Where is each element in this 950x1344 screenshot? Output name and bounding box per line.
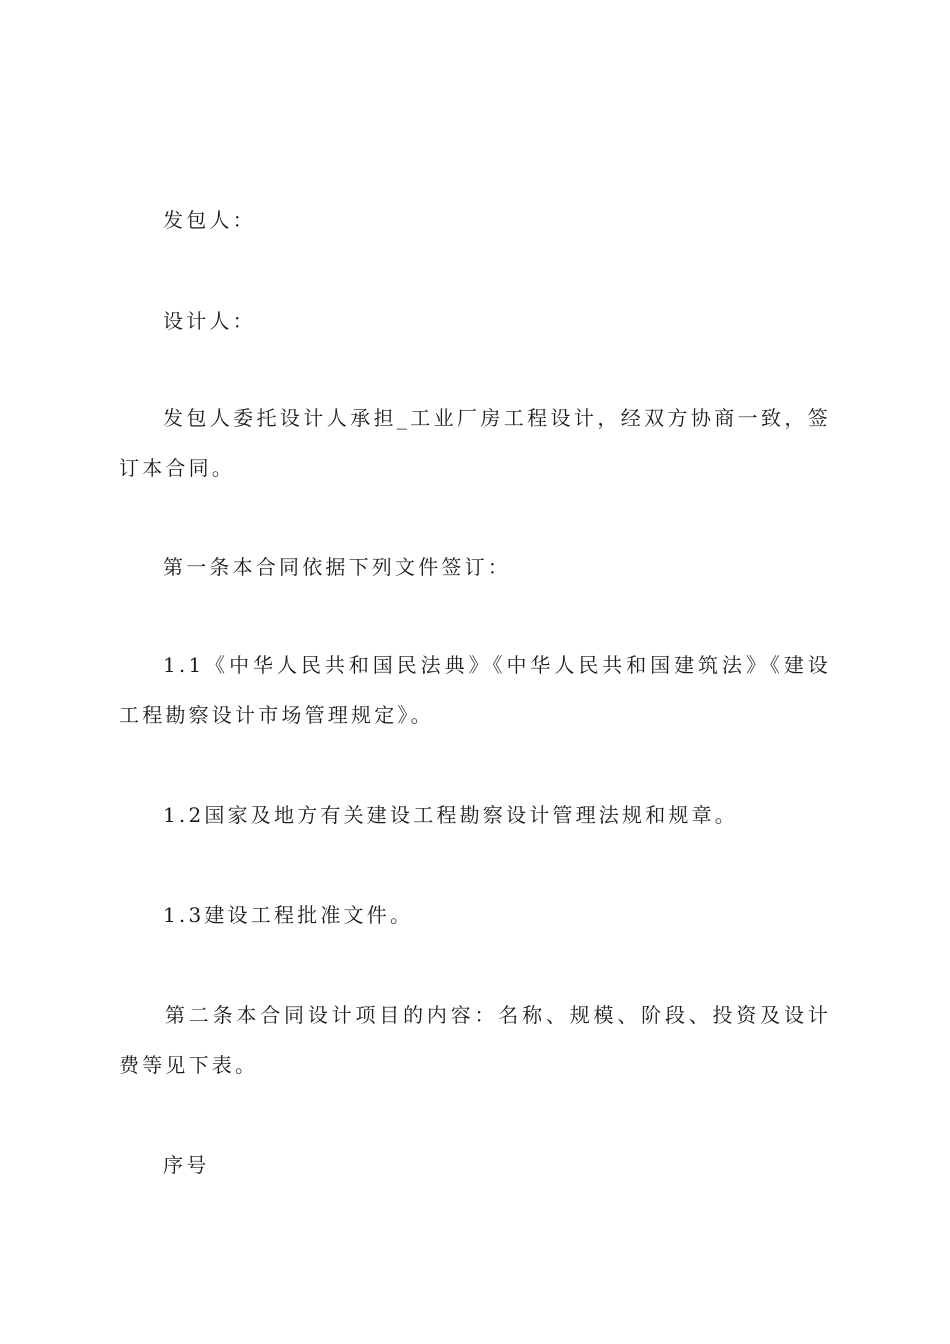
clause-1-1: 1.1《中华人民共和国民法典》《中华人民共和国建筑法》《建设工程勘察设计市场管理规定》。	[119, 653, 831, 727]
clause-1-2: 1.2国家及地方有关建设工程勘察设计管理法规和规章。	[163, 803, 739, 827]
article-1-heading: 第一条本合同依据下列文件签订：	[163, 555, 511, 579]
article-2-paragraph: 第二条本合同设计项目的内容：名称、规模、阶段、投资及设计费等见下表。	[119, 1003, 831, 1077]
clause-1-3: 1.3建设工程批准文件。	[163, 903, 414, 927]
table-header-seq: 序号	[163, 1153, 210, 1177]
client-label: 发包人：	[163, 208, 256, 232]
entrust-paragraph: 发包人委托设计人承担_工业厂房工程设计，经双方协商一致，签订本合同。	[119, 406, 831, 480]
designer-label: 设计人：	[163, 309, 256, 333]
